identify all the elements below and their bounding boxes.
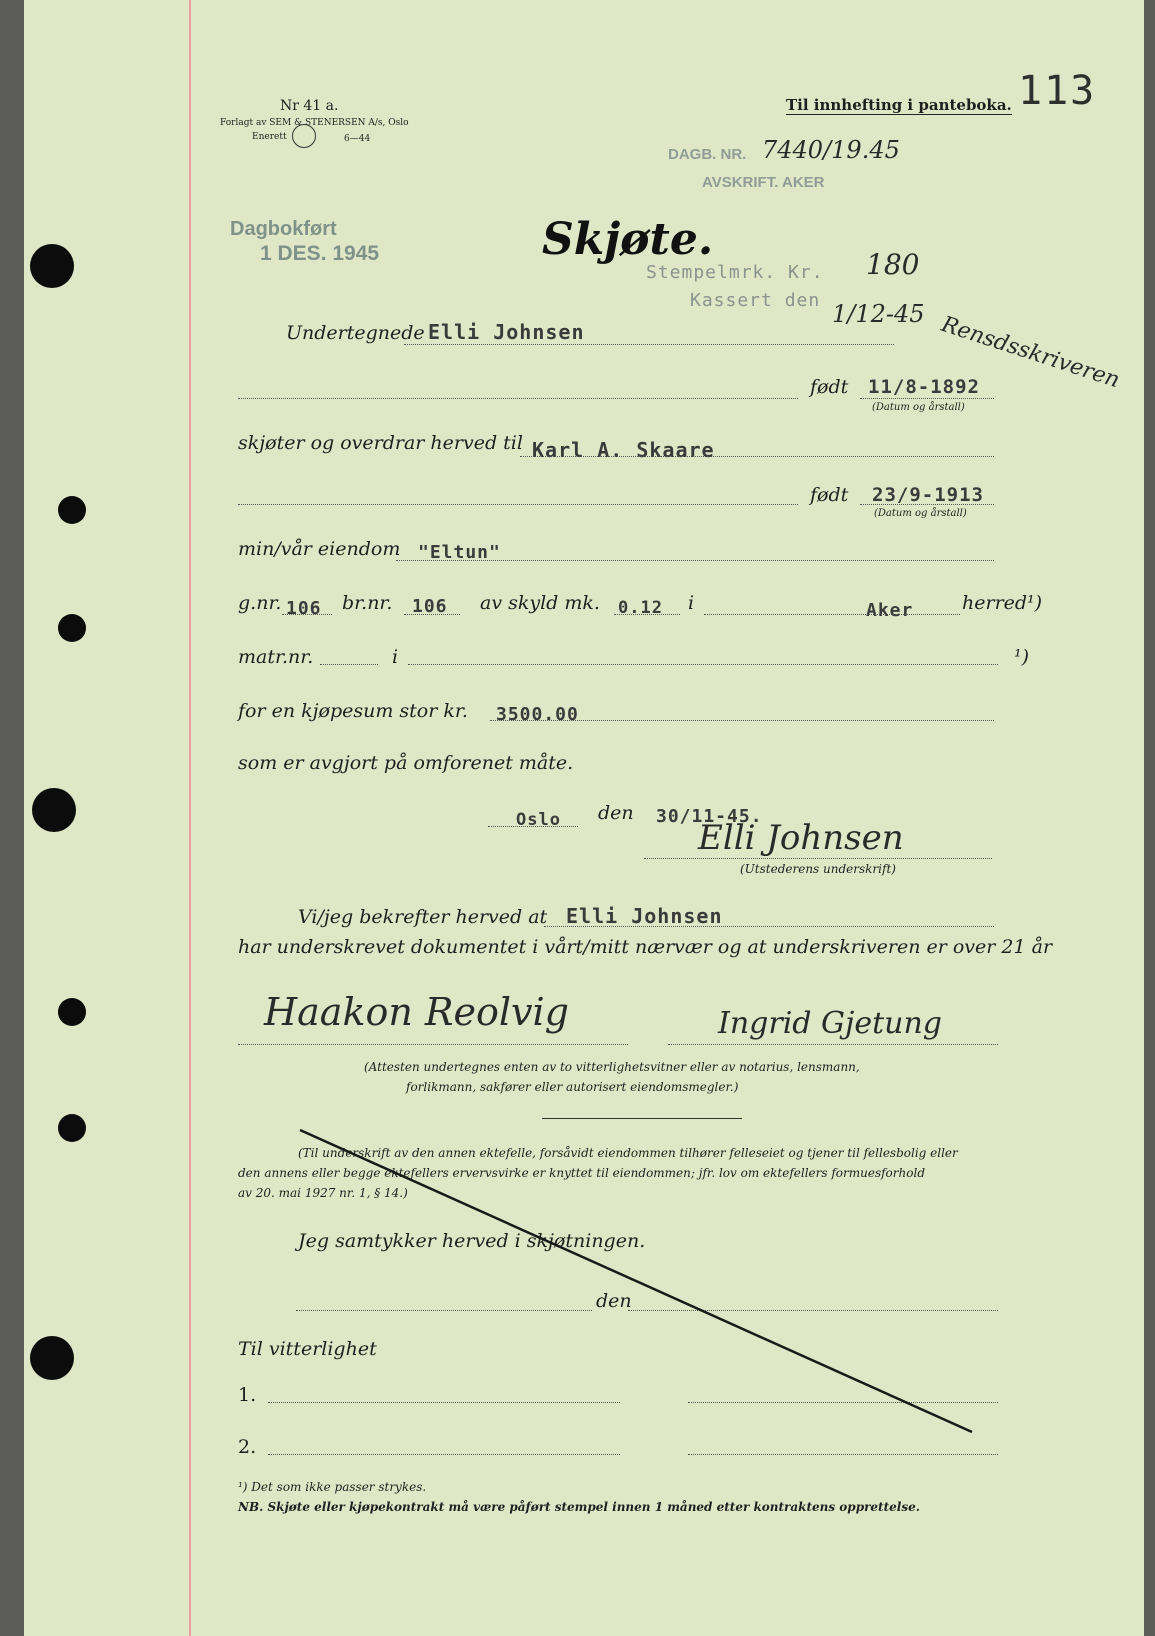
witness-signature-1: Haakon Reolvig (264, 990, 569, 1034)
date-value: 30/11-45. (656, 806, 763, 827)
avgjort-text: som er avgjort på omforenet måte. (238, 752, 574, 774)
brnr-value: 106 (412, 596, 448, 617)
samtykke-text: Jeg samtykker herved i skjøtningen. (298, 1230, 646, 1252)
page-number: 113 (1018, 68, 1097, 114)
herred-label: herred¹) (962, 592, 1043, 614)
dagbok-stamp-value: 7440/19.45 (762, 136, 900, 164)
kassert-value: 1/12-45 (832, 300, 925, 328)
gnr-label: g.nr. (238, 592, 282, 614)
vitterlighet-line-1-label: 1. (238, 1384, 257, 1406)
edition-label: 6—44 (344, 134, 371, 144)
witness-signature-2: Ingrid Gjetung (718, 1006, 942, 1041)
vitterlighet-line-2-label: 2. (238, 1436, 257, 1458)
buyer-born-date: 23/9-1913 (872, 484, 984, 506)
matr-close-paren: ¹) (1014, 646, 1030, 668)
seller-fodt-label: født (810, 376, 849, 398)
spouse-note-2: den annens eller begge ektefellers ervervsvirke er knyttet til eiendommen; jfr. lov om ektefellers formuesforhold (238, 1166, 925, 1180)
signer-caption: (Utstederens underskrift) (740, 862, 896, 876)
seller-born-date: 11/8-1892 (868, 376, 980, 398)
binding-note: Til innhefting i panteboka. (786, 96, 1012, 114)
document-page (24, 0, 1144, 1636)
form-number: Nr 41 a. (280, 98, 339, 114)
kassert-note: Rensdsskriveren (938, 312, 1123, 394)
place-value: Oslo (516, 810, 561, 830)
attest-note-1: (Attesten undertegnes enten av to vitterlighetsvitner eller av notarius, lensmann, (364, 1060, 860, 1074)
gnr-value: 106 (286, 598, 322, 619)
skyld-label: av skyld mk. (480, 592, 600, 614)
eiendom-label: min/vår eiendom (238, 538, 401, 560)
strike-through-line (24, 0, 1144, 1636)
witness-vi-value: Elli Johnsen (566, 904, 723, 928)
herred-value: Aker (866, 600, 914, 621)
avskrift-stamp: AVSKRIFT. AKER (702, 174, 825, 191)
undertegnede-value: Elli Johnsen (428, 320, 585, 344)
eneret-label: Enerett (252, 132, 287, 142)
eiendom-value: "Eltun" (418, 542, 501, 563)
stempel-value: 180 (866, 248, 920, 281)
buyer-datum-note: (Datum og årstall) (874, 508, 967, 519)
footnote-1: ¹) Det som ikke passer strykes. (238, 1480, 427, 1494)
spouse-note-1: (Til underskrift av den annen ektefelle, forsåvidt eiendommen tilhører felleseiet og tjener til fellesbolig eller (298, 1146, 958, 1160)
brnr-label: br.nr. (342, 592, 393, 614)
attest-note-2: forlikmann, sakfører eller autorisert eiendomsmegler.) (406, 1080, 739, 1094)
witness-statement: har underskrevet dokumentet i vårt/mitt nærvær og at underskriveren er over 21 år (238, 936, 1053, 958)
buyer-name: Karl A. Skaare (532, 438, 715, 462)
dagbokfort-date-stamp: 1 DES. 1945 (260, 242, 380, 265)
buyer-fodt-label: født (810, 484, 849, 506)
kassert-label: Kassert den (690, 290, 821, 311)
matr-i-label: i (392, 646, 399, 668)
vitterlighet-label: Til vitterlighet (238, 1338, 377, 1360)
document-title: Skjøte. (542, 214, 714, 265)
spouse-note-3: av 20. mai 1927 nr. 1, § 14.) (238, 1186, 408, 1200)
kjopesum-label: for en kjøpesum stor kr. (238, 700, 468, 722)
skyld-i-label: i (688, 592, 695, 614)
matr-label: matr.nr. (238, 646, 314, 668)
samtykke-den-label: den (596, 1290, 632, 1312)
witness-vi-label: Vi/jeg bekrefter herved at (298, 906, 548, 928)
date-den-label: den (598, 802, 634, 824)
dagbokfort-stamp: Dagbokført (230, 218, 337, 240)
skjoter-label: skjøter og overdrar herved til (238, 432, 523, 454)
footnote-nb: NB. Skjøte eller kjøpekontrakt må være påført stempel innen 1 måned etter kontraktens opprettelse. (238, 1500, 920, 1514)
stempel-label: Stempelmrk. Kr. (646, 262, 824, 283)
undertegnede-label: Undertegnede (286, 322, 425, 344)
publisher-line: Forlagt av SEM & STENERSEN A/s, Oslo (220, 118, 409, 128)
seller-datum-note: (Datum og årstall) (872, 402, 965, 413)
signer-signature: Elli Johnsen (698, 818, 904, 858)
skyld-value: 0.12 (618, 598, 663, 618)
dagbok-stamp-label: DAGB. NR. (668, 146, 747, 163)
kjopesum-value: 3500.00 (496, 704, 579, 725)
